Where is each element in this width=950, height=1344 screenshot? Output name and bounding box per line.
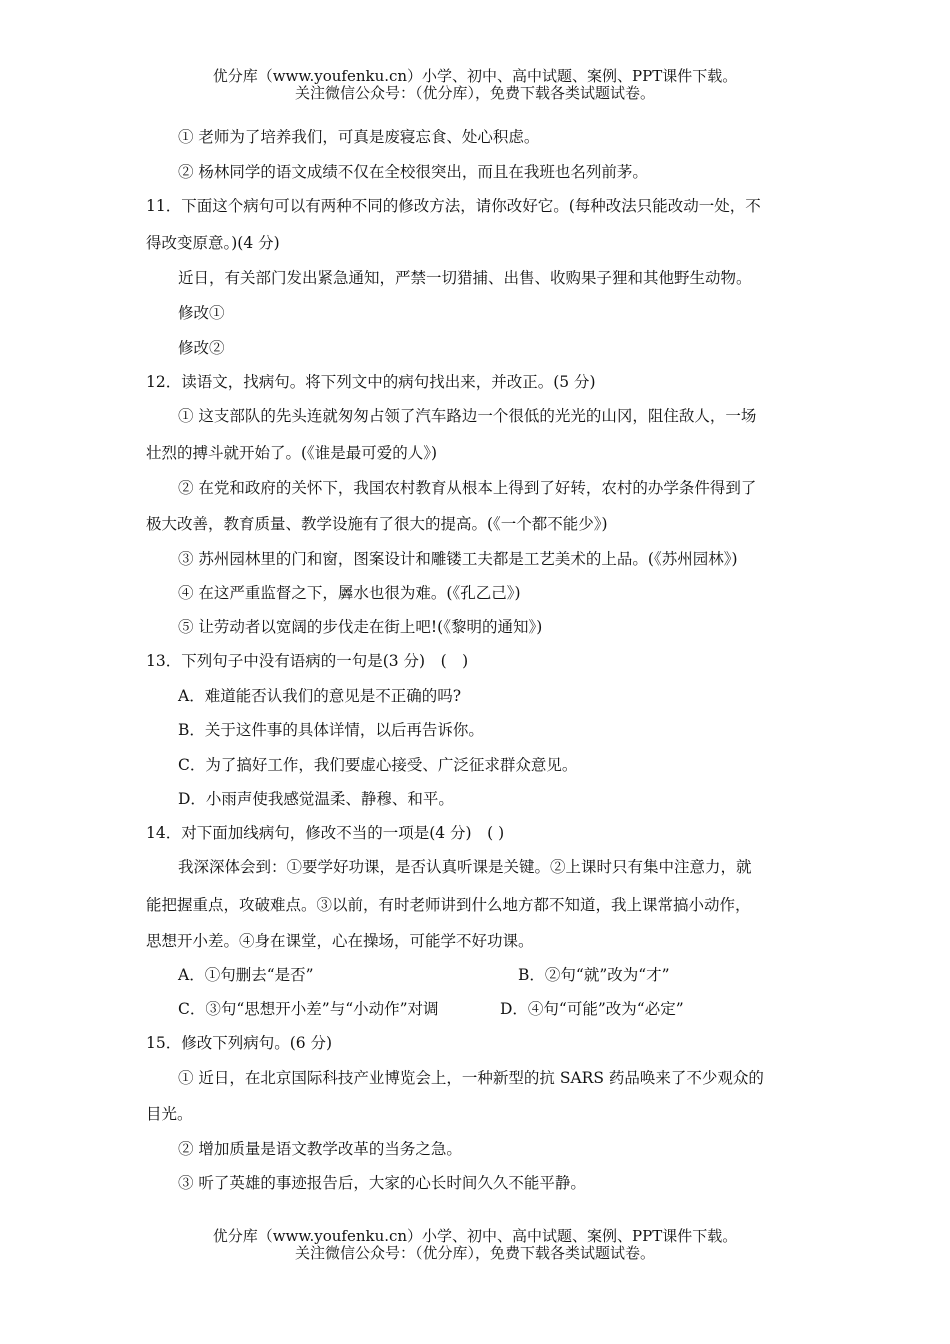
page-footer	[0, 1228, 950, 1262]
question-12-item-2-line-1: ② 在党和政府的关怀下，我国农村教育从根本上得到了好转，农村的办学条件得到了	[178, 479, 757, 497]
question-12-item-1-line-2: 壮烈的搏斗就开始了。(《谁是最可爱的人》)	[146, 444, 438, 462]
question-13-option-b: B．关于这件事的具体详情，以后再告诉你。	[178, 721, 484, 739]
question-12-item-2-line-2: 极大改善，教育质量、教学设施有了很大的提高。(《一个都不能少》)	[146, 515, 608, 533]
question-15-item-1-line-2: 目光。	[146, 1105, 193, 1123]
question-14: 14．对下面加线病句，修改不当的一项是(4 分) ( )	[146, 824, 505, 842]
question-13: 13．下列句子中没有语病的一句是(3 分) ( )	[146, 652, 469, 670]
footer-line-2: 关注微信公众号：（优分库），免费下载各类试题试卷。	[294, 1244, 655, 1262]
question-13-option-d: D．小雨声使我感觉温柔、静穆、和平。	[178, 790, 454, 808]
question-13-option-a: A．难道能否认我们的意见是不正确的吗?	[178, 687, 462, 705]
question-12-item-3: ③ 苏州园林里的门和窗，图案设计和雕镂工夫都是工艺美术的上品。(《苏州园林》)	[178, 550, 738, 568]
question-15-item-3: ③ 听了英雄的事迹报告后，大家的心长时间久久不能平静。	[178, 1174, 586, 1192]
sentence-1: ① 老师为了培养我们，可真是废寝忘食、处心积虑。	[178, 128, 540, 146]
footer-line-1: 优分库（www.youfenku.cn）小学、初中、高中试题、案例、PPT课件下载。	[212, 1227, 738, 1245]
header-line-1: 优分库（www.youfenku.cn）小学、初中、高中试题、案例、PPT课件下载。	[212, 67, 738, 85]
question-14-passage-line-2: 能把握重点，攻破难点。③以前，有时老师讲到什么地方都不知道，我上课常搞小动作，	[146, 896, 751, 914]
question-14-option-d: D．④句“可能”改为“必定”	[500, 1000, 684, 1018]
question-11-revision-2: 修改②	[178, 339, 225, 357]
header-line-2: 关注微信公众号：（优分库），免费下载各类试题试卷。	[294, 84, 655, 102]
question-11-revision-1: 修改①	[178, 304, 225, 322]
question-11-line-1: 11．下面这个病句可以有两种不同的修改方法，请你改好它。(每种改法只能改动一处，不	[146, 197, 761, 215]
question-11-sentence: 近日，有关部门发出紧急通知，严禁一切猎捕、出售、收购果子狸和其他野生动物。	[178, 269, 752, 287]
page-header	[0, 68, 950, 102]
question-14-option-b: B．②句“就”改为“才”	[518, 966, 670, 984]
question-12-item-5: ⑤ 让劳动者以宽阔的步伐走在街上吧!(《黎明的通知》)	[178, 618, 543, 636]
question-14-option-c: C．③句“思想开小差”与“小动作”对调	[178, 1000, 439, 1018]
question-12-item-1-line-1: ① 这支部队的先头连就匆匆占领了汽车路边一个很低的光光的山冈，阻住敌人，一场	[178, 407, 757, 425]
question-15-item-2: ② 增加质量是语文教学改革的当务之急。	[178, 1140, 462, 1158]
sentence-2: ② 杨林同学的语文成绩不仅在全校很突出，而且在我班也名列前茅。	[178, 163, 648, 181]
question-14-passage-line-1: 我深深体会到：①要学好功课，是否认真听课是关键。②上课时只有集中注意力，就	[178, 858, 752, 876]
question-14-option-a: A．①句删去“是否”	[178, 966, 314, 984]
question-11-line-2: 得改变原意。)(4 分)	[146, 234, 280, 252]
question-15-item-1-line-1: ① 近日，在北京国际科技产业博览会上，一种新型的抗 SARS 药品唤来了不少观众的	[178, 1069, 764, 1087]
question-13-option-c: C．为了搞好工作，我们要虚心接受、广泛征求群众意见。	[178, 756, 578, 774]
question-15: 15．修改下列病句。(6 分)	[146, 1034, 333, 1052]
question-12-item-4: ④ 在这严重监督之下，羼水也很为难。(《孔乙己》)	[178, 584, 521, 602]
question-14-passage-line-3: 思想开小差。④身在课堂，心在操场，可能学不好功课。	[146, 932, 534, 950]
question-12: 12．读语文，找病句。将下列文中的病句找出来，并改正。(5 分)	[146, 373, 596, 391]
